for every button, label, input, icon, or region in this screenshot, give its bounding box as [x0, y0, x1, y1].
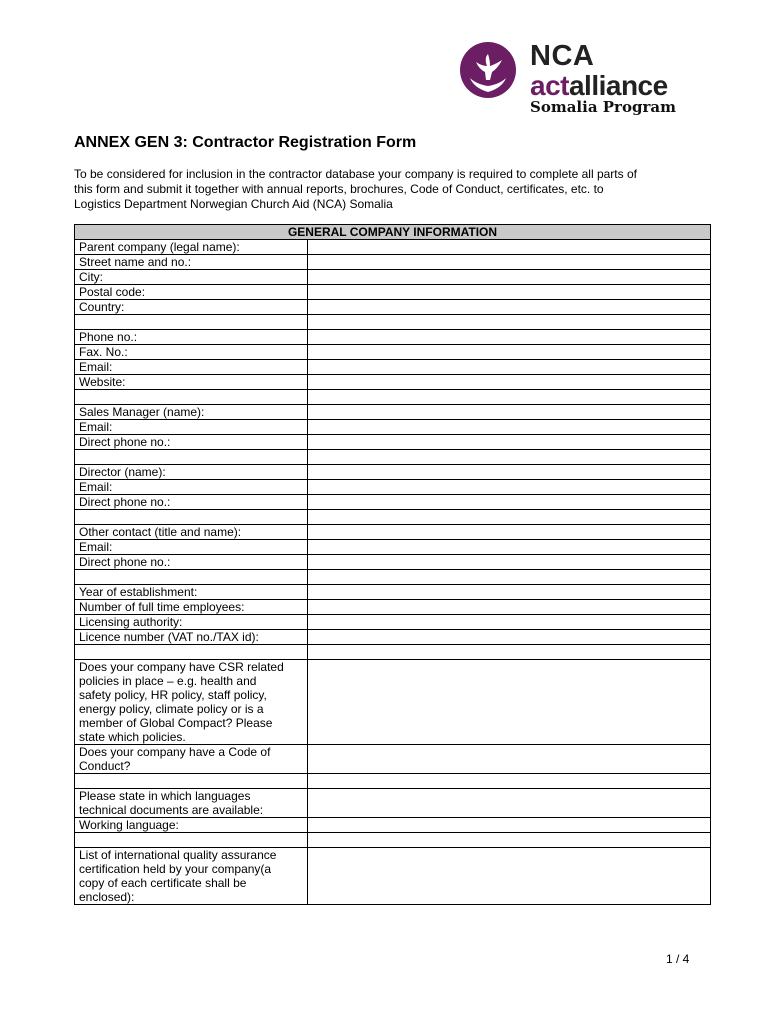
field-label [75, 270, 308, 285]
field-label [75, 315, 308, 330]
field-label-line: Licence number (VAT no./TAX id): [79, 630, 259, 644]
form-row [75, 600, 711, 615]
field-label-line: state which policies. [79, 730, 186, 744]
field-label [75, 390, 308, 405]
field-value-cell[interactable] [308, 330, 711, 345]
field-value-cell[interactable] [308, 480, 711, 495]
field-label [75, 495, 308, 510]
form-row [75, 818, 711, 833]
field-label [75, 510, 308, 525]
field-label [75, 645, 308, 660]
field-label-line: safety policy, HR policy, staff policy, [79, 688, 267, 702]
field-label-line: Email: [79, 540, 113, 554]
form-row [75, 630, 711, 645]
field-label-line: enclosed): [79, 890, 135, 904]
field-label-line: certification held by your company(a [79, 862, 272, 876]
page-number: 1 / 4 [666, 952, 690, 966]
field-value-cell[interactable] [308, 555, 711, 570]
program-name: Somalia Program [530, 98, 676, 116]
field-value-cell[interactable] [308, 375, 711, 390]
spacer-row [75, 645, 711, 660]
brand-alliance-part: alliance [568, 70, 668, 101]
form-title: ANNEX GEN 3: Contractor Registration Form [74, 134, 417, 151]
field-value-cell[interactable] [308, 848, 711, 905]
form-row [75, 360, 711, 375]
field-label [75, 745, 308, 774]
field-label [75, 660, 308, 745]
form-row [75, 375, 711, 390]
spacer-cell [308, 315, 711, 330]
field-value-cell[interactable] [308, 345, 711, 360]
field-label-line: policies in place – e.g. health and [79, 674, 257, 688]
field-value-cell[interactable] [308, 465, 711, 480]
field-label-line: Email: [79, 420, 113, 434]
form-row [75, 330, 711, 345]
field-label [75, 789, 308, 818]
field-label [75, 285, 308, 300]
field-label [75, 465, 308, 480]
field-label-line: member of Global Compact? Please [79, 716, 273, 730]
field-value-cell[interactable] [308, 285, 711, 300]
field-label-line: Does your company have a Code of [79, 745, 271, 759]
form-row [75, 465, 711, 480]
form-row [75, 270, 711, 285]
field-label [75, 540, 308, 555]
spacer-cell [308, 510, 711, 525]
field-value-cell[interactable] [308, 360, 711, 375]
field-value-cell[interactable] [308, 630, 711, 645]
field-label-line: Website: [79, 375, 126, 389]
field-label-line: copy of each certificate shall be [79, 876, 247, 890]
form-row [75, 660, 711, 745]
field-label-line: List of international quality assurance [79, 848, 277, 862]
field-value-cell[interactable] [308, 600, 711, 615]
field-value-cell[interactable] [308, 255, 711, 270]
nca-logo [458, 40, 693, 120]
field-label-line: Conduct? [79, 759, 131, 773]
field-label [75, 240, 308, 255]
company-info-table [74, 224, 711, 905]
spacer-cell [308, 570, 711, 585]
form-row [75, 615, 711, 630]
spacer-cell [308, 390, 711, 405]
form-row [75, 255, 711, 270]
field-value-cell[interactable] [308, 818, 711, 833]
spacer-row [75, 390, 711, 405]
dove-hands-emblem-icon [460, 42, 516, 98]
field-label-line: Street name and no.: [79, 255, 192, 269]
spacer-row [75, 570, 711, 585]
spacer-row [75, 774, 711, 789]
section-header: GENERAL COMPANY INFORMATION [75, 225, 711, 240]
form-row [75, 525, 711, 540]
field-label [75, 818, 308, 833]
field-label-line: Please state in which languages [79, 789, 251, 803]
field-label-line: Fax. No.: [79, 345, 128, 359]
form-row [75, 240, 711, 255]
field-label [75, 375, 308, 390]
field-label-line: Direct phone no.: [79, 555, 171, 569]
field-label [75, 450, 308, 465]
field-label-line: Direct phone no.: [79, 435, 171, 449]
field-label-line: Director (name): [79, 465, 166, 479]
field-value-cell[interactable] [308, 420, 711, 435]
form-row [75, 789, 711, 818]
field-value-cell[interactable] [308, 615, 711, 630]
field-value-cell[interactable] [308, 585, 711, 600]
intro-line: Logistics Department Norwegian Church Aid (NCA) Somalia [74, 197, 393, 211]
field-label [75, 255, 308, 270]
field-label-line: Direct phone no.: [79, 495, 171, 509]
intro-paragraph [74, 167, 694, 212]
brand-nca-text: NCA [530, 40, 595, 72]
form-row [75, 745, 711, 774]
field-label [75, 300, 308, 315]
intro-line: this form and submit it together with annual reports, brochures, Code of Conduct, certificates, etc. to [74, 182, 604, 196]
form-row [75, 540, 711, 555]
form-rows [75, 240, 711, 905]
brand-act-part: act [530, 70, 569, 101]
field-label-line: Number of full time employees: [79, 600, 245, 614]
field-label [75, 405, 308, 420]
field-label-line: Sales Manager (name): [79, 405, 205, 419]
form-row [75, 585, 711, 600]
field-label-line: Other contact (title and name): [79, 525, 242, 539]
spacer-row [75, 510, 711, 525]
field-label-line: Email: [79, 480, 113, 494]
field-label [75, 615, 308, 630]
field-label [75, 630, 308, 645]
field-label [75, 330, 308, 345]
form-row [75, 285, 711, 300]
field-label-line: Postal code: [79, 285, 146, 299]
form-row [75, 435, 711, 450]
field-value-cell[interactable] [308, 240, 711, 255]
intro-line: To be considered for inclusion in the contractor database your company is required to complete all parts of [74, 167, 637, 181]
field-value-cell[interactable] [308, 745, 711, 774]
field-label [75, 420, 308, 435]
field-label-line: technical documents are available: [79, 803, 264, 817]
field-label [75, 585, 308, 600]
field-value-cell[interactable] [308, 495, 711, 510]
field-value-cell[interactable] [308, 540, 711, 555]
field-label [75, 570, 308, 585]
field-label-line: energy policy, climate policy or is a [79, 702, 264, 716]
field-label-line: Licensing authority: [79, 615, 183, 629]
form-row [75, 420, 711, 435]
form-row [75, 405, 711, 420]
field-value-cell[interactable] [308, 435, 711, 450]
field-label-line: Parent company (legal name): [79, 240, 240, 254]
field-label [75, 435, 308, 450]
field-label [75, 833, 308, 848]
spacer-row [75, 833, 711, 848]
field-label-line: Working language: [79, 818, 179, 832]
form-row [75, 495, 711, 510]
field-label [75, 360, 308, 375]
form-row [75, 345, 711, 360]
field-label [75, 555, 308, 570]
field-value-cell[interactable] [308, 660, 711, 745]
field-value-cell[interactable] [308, 405, 711, 420]
field-label [75, 345, 308, 360]
form-row [75, 300, 711, 315]
field-label-line: Email: [79, 360, 113, 374]
field-label [75, 525, 308, 540]
spacer-cell [308, 774, 711, 789]
field-label-line: Year of establishment: [79, 585, 198, 599]
spacer-row [75, 315, 711, 330]
form-row [75, 480, 711, 495]
field-label [75, 480, 308, 495]
field-label [75, 774, 308, 789]
form-row [75, 848, 711, 905]
spacer-cell [308, 645, 711, 660]
field-label-line: Does your company have CSR related [79, 660, 284, 674]
form-row [75, 555, 711, 570]
field-label-line: Country: [79, 300, 125, 314]
field-label [75, 848, 308, 905]
field-label-line: Phone no.: [79, 330, 138, 344]
field-label-line: City: [79, 270, 103, 284]
field-value-cell[interactable] [308, 270, 711, 285]
spacer-cell [308, 833, 711, 848]
field-value-cell[interactable] [308, 525, 711, 540]
spacer-row [75, 450, 711, 465]
field-value-cell[interactable] [308, 300, 711, 315]
field-value-cell[interactable] [308, 789, 711, 818]
field-label [75, 600, 308, 615]
spacer-cell [308, 450, 711, 465]
